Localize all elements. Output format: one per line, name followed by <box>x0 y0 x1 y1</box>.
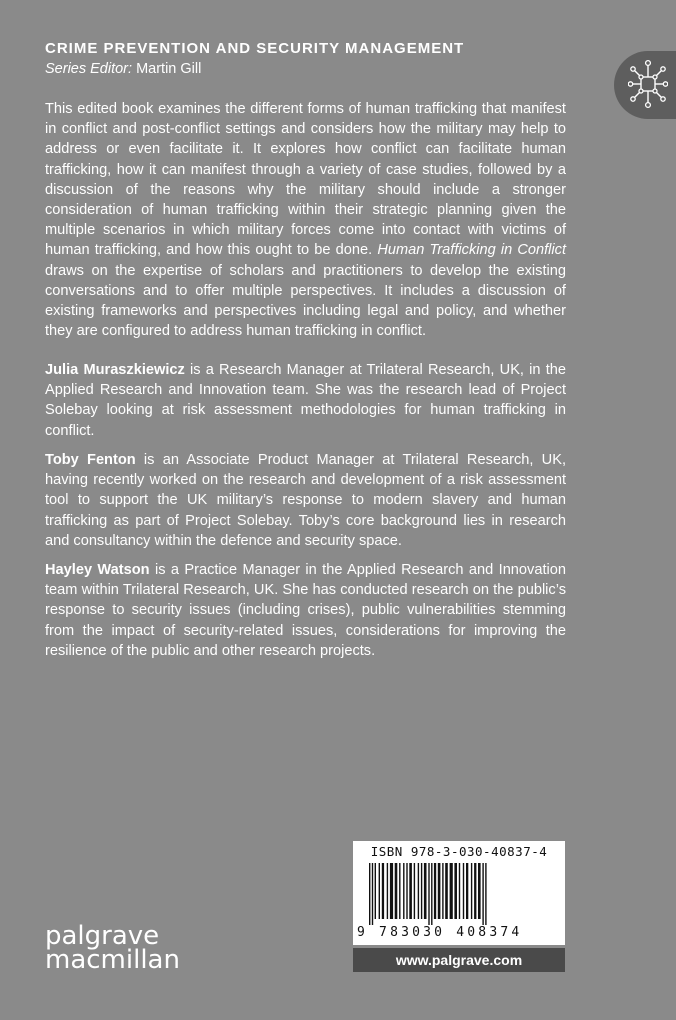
publisher-website[interactable]: www.palgrave.com <box>353 948 565 972</box>
series-badge <box>614 51 676 119</box>
series-editor-name: Martin Gill <box>136 61 202 77</box>
book-description <box>45 99 566 341</box>
isbn-barcode <box>353 841 565 945</box>
publisher-logo <box>45 921 180 975</box>
barcode-bar <box>390 863 393 919</box>
barcode-bar <box>414 863 415 919</box>
description-part-1: This edited book examines the different forms of human trafficking that manifest in conflict and post-conflict settings and considers how the military may help to address or even facilitate it. It explores how conflict can facilitate human trafficking, how it can manifest through a variety of case studies, followed by a discussion of the reasons why the military should include a stronger consideration of human trafficking within their strategic planning given the multiple scenarios in which military forces come into contact with victims of human trafficking, and how this ought to be done. <box>45 101 566 259</box>
author-bio-2 <box>45 450 566 551</box>
barcode-bar <box>418 863 419 919</box>
description-part-2: draws on the expertise of scholars and practitioners to develop the existing conversations and to offer multiple perspectives. It includes a discussion of existing frameworks and perspectives including legal and policy, and whether they are configured to address human trafficking in conflict. <box>45 262 566 340</box>
author-bio-text: is a Practice Manager in the Applied Research and Innovation team within Trilateral Research, UK. She has conducted research on the public’s response to security issues (including crises), public vulnerabilities stemming from the impact of security-related issues, considerations for improving the resilience of the public and other research projects. <box>45 562 566 659</box>
series-title: CRIME PREVENTION AND SECURITY MANAGEMENT <box>45 40 465 57</box>
barcode-bar <box>466 863 468 919</box>
author-name: Hayley Watson <box>45 562 150 578</box>
barcode-bar <box>369 863 370 925</box>
barcode-bar <box>445 863 448 919</box>
author-bio-3 <box>45 560 566 661</box>
barcode-bar <box>442 863 443 919</box>
author-bio-text: is a Research Manager at Trilateral Research, UK, in the Applied Research and Innovation team. She was the research lead of Project Solebay looking at risk assessment methodologies for human trafficking in conflict. <box>45 362 566 439</box>
barcode-bar <box>424 863 427 919</box>
barcode-bar <box>471 863 472 919</box>
barcode-bar <box>474 863 476 919</box>
barcode-bar <box>421 863 422 919</box>
publisher-logo-line-1: palgrave <box>45 921 160 951</box>
barcode-bar <box>478 863 481 919</box>
publisher-logo-line-2: macmillan <box>45 945 180 975</box>
barcode-bar <box>406 863 407 919</box>
barcode-bar <box>379 863 380 919</box>
barcode-bar <box>463 863 464 919</box>
barcode-bar <box>428 863 429 925</box>
barcode-digits: 9 783030 408374 <box>357 925 523 940</box>
barcode-bar <box>438 863 441 919</box>
barcode-bar <box>399 863 400 919</box>
author-bio-text: is an Associate Product Manager at Trilateral Research, UK, having recently worked on the research and development of a risk assessment tool to support the UK military’s response to modern slavery and human trafficking as part of Project Solebay. Toby’s core background lies in research and consultancy within the defence and security space. <box>45 452 567 549</box>
book-title-inline: Human Trafficking in Conflict <box>377 242 566 259</box>
author-name: Toby Fenton <box>45 452 136 468</box>
barcode-bar <box>403 863 404 919</box>
barcode-bar <box>482 863 483 925</box>
barcode-bar <box>375 863 376 919</box>
barcode-bar <box>387 863 388 919</box>
series-editor-label: Series Editor: <box>45 61 133 77</box>
author-name: Julia Muraszkiewicz <box>45 362 185 378</box>
barcode-bar <box>382 863 384 919</box>
network-node-icon <box>628 59 668 109</box>
series-editor <box>45 61 201 77</box>
barcode-bar <box>434 863 436 919</box>
barcode-bar <box>372 863 373 925</box>
author-bio-1 <box>45 360 566 441</box>
barcode-bar <box>395 863 398 919</box>
barcode-bars <box>363 863 555 925</box>
barcode-bar <box>485 863 486 925</box>
isbn-label: ISBN 978-3-030-40837-4 <box>370 844 548 859</box>
barcode-bar <box>409 863 412 919</box>
barcode-bar <box>454 863 457 919</box>
barcode-bar <box>431 863 432 925</box>
barcode-bar <box>459 863 460 919</box>
barcode-bar <box>450 863 453 919</box>
